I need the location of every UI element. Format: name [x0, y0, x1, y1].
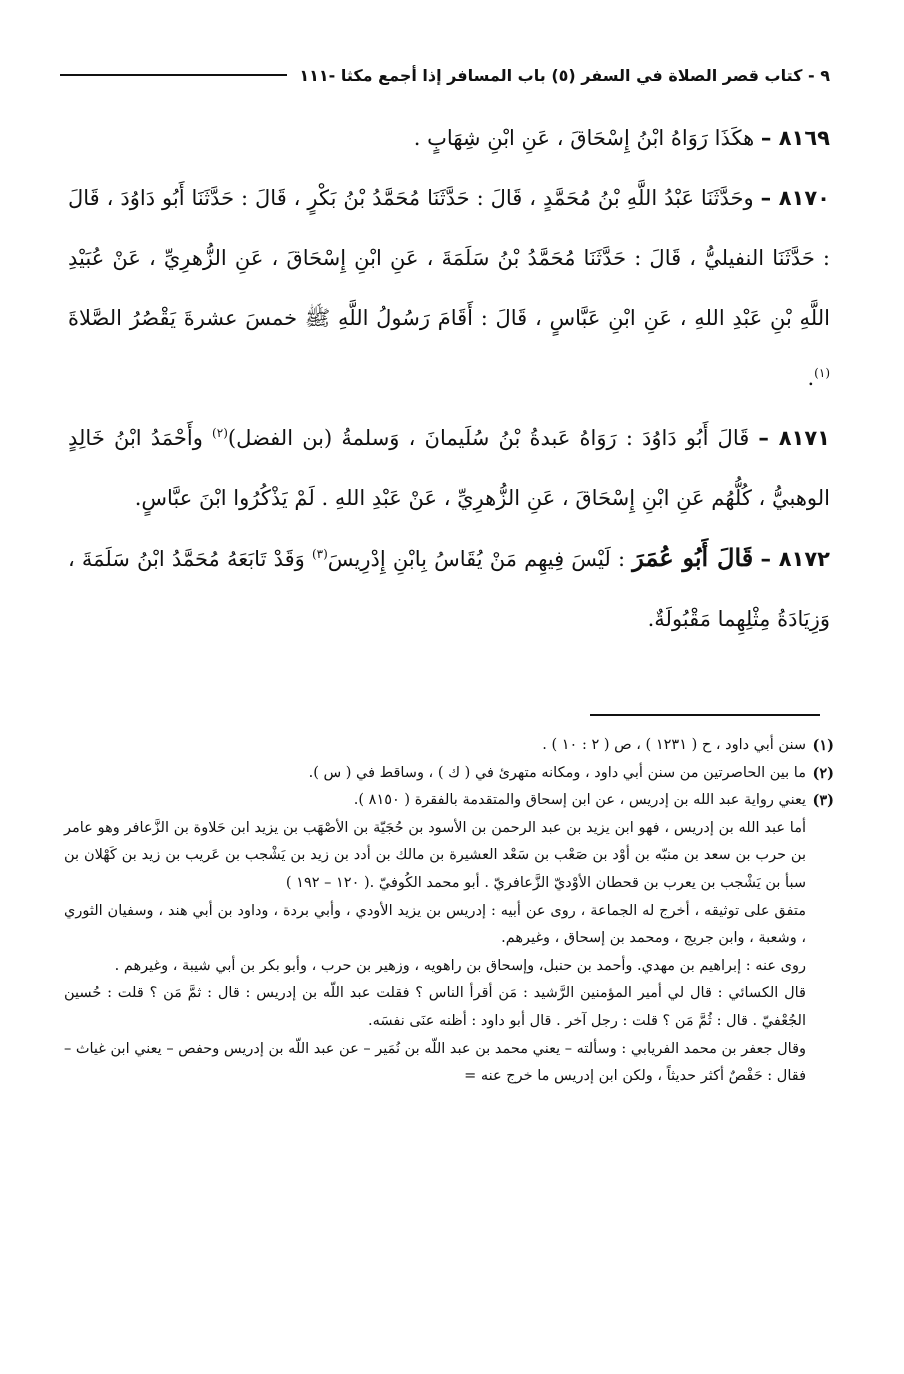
footnote-ref-1[interactable]: (١) [814, 366, 830, 380]
paragraph-text: هكَذَا رَوَاهُ ابْنُ إِسْحَاقَ ، عَنِ ابْنِ شِهَابٍ . [413, 126, 755, 150]
paragraph-text: قَالَ أَبُو دَاوُدَ : رَوَاهُ عَبدةُ بْنُ سُلَيمانَ ، وَسلمةُ (بن الفضل) [227, 426, 750, 450]
paragraph-number: ٨١٦٩ – [760, 126, 830, 150]
paragraph-number: ٨١٧١ – [758, 426, 830, 450]
paragraph-number: ٨١٧٢ – [760, 547, 831, 571]
footnote-text: ما بين الحاصرتين من سنن أبي داود ، ومكانه متهرئ في ( ك ) ، وساقط في ( س ). [308, 764, 806, 781]
biography-teachers: متفق على توثيقه ، أخرج له الجماعة ، روى عن أبيه : إدريس بن يزيد الأودي ، وأبي بردة ، وداود بن أبي هند ، وسفيان الثوري ، وشعبة ، وابن جريج ، ومحمد بن إسحاق ، وغيرهم. [64, 902, 806, 947]
paragraph-number: ٨١٧٠ – [760, 186, 830, 210]
footnote-separator [590, 714, 820, 716]
paragraph-text: : لَيْسَ فِيهِم مَنْ يُقَاسُ بِابْنِ إِدْرِيسَ [327, 547, 626, 571]
running-header [60, 58, 830, 92]
paragraph-8169 [68, 108, 830, 168]
biography-faryabi-quote: وقال جعفر بن محمد الفريابي : وسألته – يعني محمد بن عبد اللّه بن نُمَير – عن عبد اللّه بن إدريس وحفص – يعني ابن غياث – فقال : حَفْصٌ أكثر حديثاً ، ولكن ابن إدريس ما خرج عنه = [64, 1040, 806, 1085]
paragraph-tail: . [807, 366, 815, 390]
footnote-1 [64, 732, 834, 760]
paragraph-text-cont: وَقَدْ تَابَعَهُ مُحَمَّدُ ابْنُ سَلَمَةَ ، وَزِيَادَةُ مِثْلِهِما مَقْبُولَةٌ. [68, 547, 830, 631]
main-text [68, 108, 830, 649]
paragraph-8172 [68, 528, 830, 649]
footnote-ref-3[interactable]: (٣) [311, 547, 328, 561]
biography-kisai-quote: قال الكسائي : قال لي أمير المؤمنين الرَّشيد : مَن أقرأ الناس ؟ فقلت عبد اللّه بن إدريس : قال : ثمَّ مَن ؟ قلت : حُسين الجُعْفيّ . قال : ثُمَّ مَن ؟ قلت : رجل آخر . قال أبو داود : أظنه عنَى نفسَه. [64, 985, 806, 1029]
header-rule [60, 74, 287, 76]
footnote-text: سنن أبي داود ، ح ( ١٢٣١ ) ، ص ( ٢ : ١٠ ) . [542, 737, 806, 753]
header-title: ٩ - كتاب قصر الصلاة في السفر (٥) باب المسافر إذا أجمع مكثا -١١١ [299, 65, 830, 85]
biography-lineage: أما عبد الله بن إدريس ، فهو ابن يزيد بن عبد الرحمن بن الأسود بن حُجَيّة بن الأصْهَب بن يزيد ابن حَلاوة بن الزَّعافر وهو عامر بن حرب بن سعد بن منبّه بن أوْد بن صَعْب بن سَعْد العشيرة بن مالك بن أدد بن زيد بن يَشْجب بن عَريب بن زيد بن كَهْلان بن سبأ بن يَشْجب بن يعرب بن قحطان الأوْديّ الزَّعافريّ . أبو محمد الكُوفيّ .( ١٢٠ – ١٩٢ ) [64, 819, 806, 891]
paragraph-text-cont: وأَحْمَدُ ابْنُ خَالِدٍ الوهبيُّ ، كُلُّهُم عَنِ ابْنِ إِسْحَاقَ ، عَنِ الزُّهرِيِّ ، عَنْ عَبْدِ اللهِ . لَمْ يَذْكُرُوا ابْنَ عبَّاسٍ. [68, 426, 830, 510]
paragraph-8170 [68, 168, 830, 408]
speaker-name: قَالَ أَبُو عُمَرَ [632, 543, 754, 572]
paragraph-text: وحَدَّثَنَا عَبْدُ اللَّهِ بْنُ مُحَمَّدٍ ، قَالَ : حَدَّثَنَا مُحَمَّدُ بْنُ بَكْرٍ ، قَالَ : حَدَّثَنَا أَبُو دَاوُدَ ، قَالَ : حَدَّثَنَا النفيليُّ ، قَالَ : حَدَّثَنَا مُحَمَّدُ بْنُ سَلَمَةَ ، عَنِ ابْنِ إِسْحَاقَ ، عَنِ الزُّهرِيِّ ، عَنْ عُبَيْدِ اللَّهِ بْنِ عَبْدِ اللهِ ، عَنِ ابْنِ عَبَّاسٍ ، قَالَ : أَقَامَ رَسُولُ اللَّهِ ﷺ خمسَ عشرةَ يَقْصُرُ الصَّلاةَ [68, 186, 830, 330]
footnote-label: (١) [812, 737, 834, 754]
footnote-label: (٣) [812, 792, 834, 810]
footnote-3 [64, 787, 834, 815]
biography-students: روى عنه : إبراهيم بن مهدي. وأحمد بن حنبل، وإسحاق بن راهويه ، وزهير بن حرب ، وأبو بكر بن أبي شيبة ، وغيرهم . [114, 957, 806, 974]
footnote-label: (٢) [812, 764, 834, 782]
paragraph-8171 [68, 408, 830, 528]
footnote-3-continuation [64, 815, 806, 1091]
footnote-ref-2[interactable]: (٢) [212, 426, 228, 440]
footnote-2 [64, 760, 834, 788]
footnote-text: يعني رواية عبد الله بن إدريس ، عن ابن إسحاق والمتقدمة بالفقرة ( ٨١٥٠ ). [353, 792, 806, 809]
footnotes [64, 732, 834, 1091]
